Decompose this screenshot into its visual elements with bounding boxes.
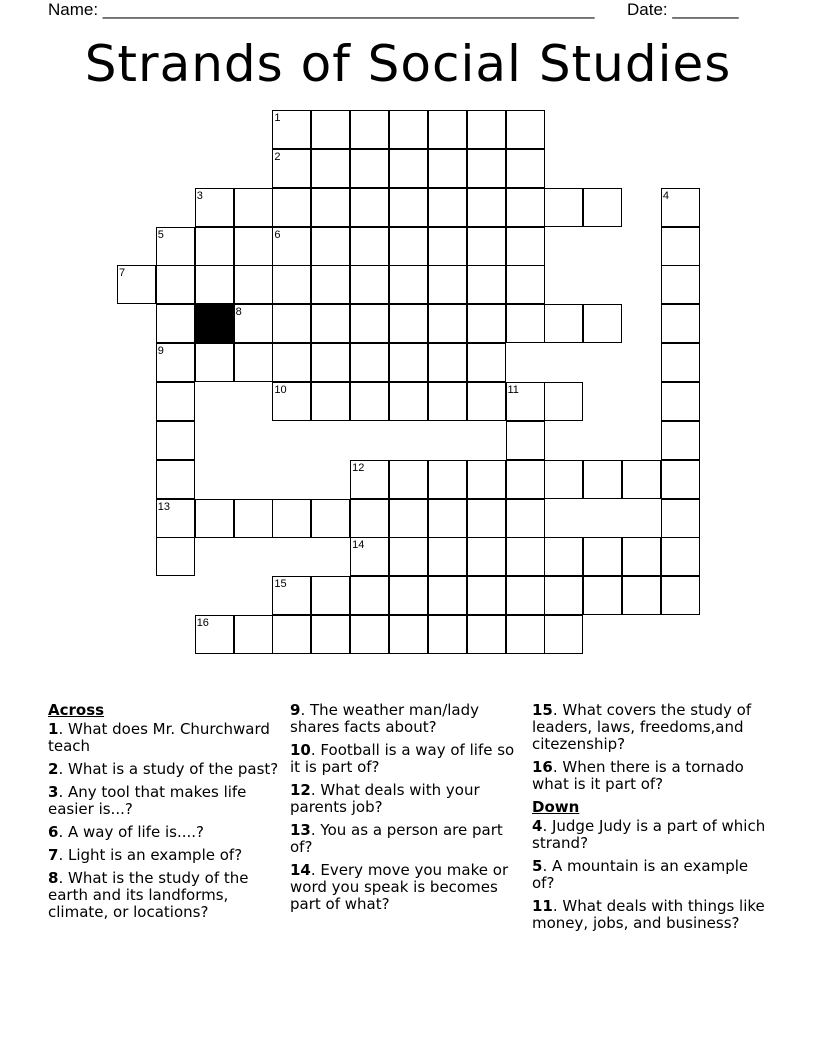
clue-number: 1 (274, 112, 281, 124)
clue-across-1: 1. What does Mr. Churchward teach (48, 720, 270, 755)
clue-number: 5 (157, 228, 164, 241)
clue-number: 16 (196, 617, 209, 629)
grid-cell[interactable] (350, 304, 389, 343)
grid-cell[interactable] (506, 499, 545, 538)
grid-cell[interactable] (311, 304, 350, 343)
grid-cell[interactable] (506, 615, 545, 654)
clue-number: 9 (157, 345, 164, 358)
grid-cell[interactable] (156, 382, 195, 421)
grid-cell[interactable] (195, 227, 234, 266)
date-field[interactable]: Date: _______ (627, 0, 739, 19)
grid-cell[interactable] (389, 265, 428, 304)
grid-cell[interactable] (311, 499, 350, 538)
grid-cell[interactable] (389, 304, 428, 343)
grid-cell[interactable] (350, 265, 389, 304)
grid-cell[interactable] (583, 576, 622, 615)
grid-cell[interactable] (506, 188, 545, 227)
grid-cell[interactable] (661, 343, 700, 382)
grid-cell[interactable] (234, 227, 273, 266)
grid-cell[interactable] (544, 537, 583, 576)
grid-cell[interactable] (311, 265, 350, 304)
grid-cell[interactable] (272, 499, 311, 538)
grid-cell[interactable] (467, 343, 506, 382)
grid-cell[interactable] (234, 265, 273, 304)
clue-across-3: 3. Any tool that makes life easier is...? (48, 783, 247, 818)
grid-cell[interactable] (389, 343, 428, 382)
grid-cell[interactable] (506, 537, 545, 576)
grid-cell[interactable] (272, 615, 311, 654)
clue-across-13: 13. You as a person are part of? (290, 821, 503, 856)
grid-cell[interactable] (506, 460, 545, 499)
grid-cell[interactable] (622, 576, 661, 615)
grid-cell[interactable] (428, 382, 467, 421)
grid-cell[interactable] (428, 265, 467, 304)
grid-cell[interactable] (350, 110, 389, 149)
grid-cell[interactable] (544, 576, 583, 615)
grid-cell[interactable] (428, 460, 467, 499)
grid-cell[interactable] (389, 460, 428, 499)
grid-cell[interactable] (311, 615, 350, 654)
grid-cell[interactable] (428, 304, 467, 343)
grid-cell[interactable] (428, 227, 467, 266)
grid-cell[interactable] (428, 110, 467, 149)
clue-across-7: 7. Light is an example of? (48, 846, 243, 864)
grid-cell[interactable] (506, 304, 545, 343)
grid-cell[interactable] (467, 227, 506, 266)
grid-cell[interactable] (467, 265, 506, 304)
clue-down-5: 5. A mountain is an example of? (532, 857, 749, 892)
grid-cell[interactable] (506, 421, 545, 460)
grid-cell[interactable] (467, 537, 506, 576)
grid-cell[interactable] (661, 537, 700, 576)
grid-cell[interactable] (661, 576, 700, 615)
clue-down-11: 11. What deals with things like money, jobs, and business? (532, 897, 765, 932)
grid-cell[interactable] (389, 227, 428, 266)
grid-cell[interactable] (389, 537, 428, 576)
clue-across-14: 14. Every move you make or word you speak is becomes part of what? (290, 861, 509, 913)
grid-cell[interactable] (544, 382, 583, 421)
grid-cell[interactable] (661, 265, 700, 304)
grid-cell[interactable] (350, 576, 389, 615)
grid-cell[interactable] (311, 188, 350, 227)
clues-column-3 (532, 702, 767, 938)
clue-across-8: 8. What is the study of the earth and its landforms, climate, or locations? (48, 869, 249, 921)
grid-cell[interactable] (661, 382, 700, 421)
grid-cell[interactable] (234, 615, 273, 654)
grid-cell[interactable] (156, 537, 195, 576)
down-heading: Down (532, 798, 580, 816)
clue-across-9: 9. The weather man/lady shares facts about? (290, 701, 480, 736)
grid-cell[interactable] (467, 576, 506, 615)
clue-number: 15 (274, 578, 287, 591)
grid-cell[interactable] (156, 460, 195, 499)
clue-number: 8 (235, 306, 242, 319)
grid-cell[interactable] (622, 460, 661, 499)
clue-number: 11 (507, 383, 519, 396)
grid-cell[interactable] (389, 499, 428, 538)
page-title: Strands of Social Studies (84, 35, 732, 93)
grid-cell[interactable] (350, 188, 389, 227)
clues-column-2 (290, 702, 525, 919)
clue-across-15: 15. What covers the study of leaders, laws, freedoms,and citezenship? (532, 701, 752, 753)
grid-cell[interactable] (389, 382, 428, 421)
grid-cell[interactable] (661, 421, 700, 460)
grid-cell[interactable] (195, 265, 234, 304)
clue-number: 14 (352, 539, 365, 552)
grid-cell[interactable] (467, 188, 506, 227)
grid-cell[interactable] (428, 343, 467, 382)
grid-cell[interactable] (350, 149, 389, 188)
grid-cell[interactable] (350, 499, 389, 538)
clue-across-12: 12. What deals with your parents job? (290, 781, 480, 816)
grid-cell[interactable] (311, 343, 350, 382)
grid-cell[interactable] (544, 188, 583, 227)
grid-cell[interactable] (661, 227, 700, 266)
grid-cell[interactable] (195, 499, 234, 538)
grid-cell[interactable] (467, 615, 506, 654)
grid-cell[interactable] (506, 265, 545, 304)
grid-cell[interactable] (583, 460, 622, 499)
grid-cell[interactable] (428, 576, 467, 615)
grid-cell[interactable] (661, 304, 700, 343)
grid-cell[interactable] (350, 382, 389, 421)
grid-cell[interactable] (583, 537, 622, 576)
grid-cell[interactable] (428, 537, 467, 576)
grid-cell[interactable] (389, 188, 428, 227)
grid-cell[interactable] (156, 265, 195, 304)
grid-cell[interactable] (311, 149, 350, 188)
grid-cell[interactable] (428, 149, 467, 188)
grid-cell[interactable] (467, 110, 506, 149)
grid-cell[interactable] (544, 304, 583, 343)
name-field[interactable]: Name: ____________________________________________________ (48, 0, 595, 19)
grid-cell[interactable] (156, 421, 195, 460)
grid-cell[interactable] (234, 188, 273, 227)
grid-cell[interactable] (428, 499, 467, 538)
clue-number: 2 (274, 150, 281, 163)
grid-cell[interactable] (544, 615, 583, 654)
grid-cell[interactable] (272, 343, 311, 382)
clue-number: 10 (274, 383, 287, 396)
grid-cell[interactable] (156, 304, 195, 343)
black-square (195, 304, 234, 343)
grid-cell[interactable] (506, 576, 545, 615)
grid-cell[interactable] (544, 460, 583, 499)
grid-cell[interactable] (467, 460, 506, 499)
grid-cell[interactable] (389, 149, 428, 188)
grid-cell[interactable] (506, 149, 545, 188)
grid-cell[interactable] (506, 110, 545, 149)
clue-across-2: 2. What is a study of the past? (48, 760, 279, 778)
grid-cell[interactable] (661, 460, 700, 499)
grid-cell[interactable] (272, 265, 311, 304)
clue-across-10: 10. Football is a way of life so it is part of? (290, 741, 515, 776)
grid-cell[interactable] (428, 188, 467, 227)
grid-cell[interactable] (506, 227, 545, 266)
clue-number: 4 (662, 189, 670, 202)
grid-cell[interactable] (389, 615, 428, 654)
grid-cell[interactable] (195, 343, 234, 382)
grid-cell[interactable] (311, 576, 350, 615)
grid-cell[interactable] (350, 343, 389, 382)
grid-cell[interactable] (622, 537, 661, 576)
clues-column-1 (48, 702, 283, 927)
grid-cell[interactable] (389, 576, 428, 615)
clue-across-6: 6. A way of life is....? (48, 823, 204, 841)
clue-number: 6 (274, 228, 281, 241)
grid-cell[interactable] (389, 110, 428, 149)
grid-cell[interactable] (272, 304, 311, 343)
grid-cell[interactable] (467, 149, 506, 188)
grid-cell[interactable] (661, 499, 700, 538)
grid-cell[interactable] (467, 499, 506, 538)
clue-number: 13 (157, 500, 171, 513)
grid-cell[interactable] (467, 304, 506, 343)
clue-across-16: 16. When there is a tornado what is it part of? (532, 758, 744, 793)
grid-cell[interactable] (272, 188, 311, 227)
grid-cell[interactable] (583, 188, 622, 227)
grid-cell[interactable] (583, 304, 622, 343)
grid-cell[interactable] (234, 343, 273, 382)
grid-cell[interactable] (311, 382, 350, 421)
across-heading: Across (48, 701, 105, 719)
clue-down-4: 4. Judge Judy is a part of which strand? (532, 817, 766, 852)
grid-cell[interactable] (350, 615, 389, 654)
grid-cell[interactable] (311, 110, 350, 149)
grid-cell[interactable] (428, 615, 467, 654)
grid-cell[interactable] (350, 227, 389, 266)
clue-number: 12 (352, 461, 365, 474)
clue-number: 3 (196, 189, 203, 202)
grid-cell[interactable] (234, 499, 273, 538)
clue-number: 7 (119, 267, 126, 280)
grid-cell[interactable] (467, 382, 506, 421)
grid-cell[interactable] (311, 227, 350, 266)
